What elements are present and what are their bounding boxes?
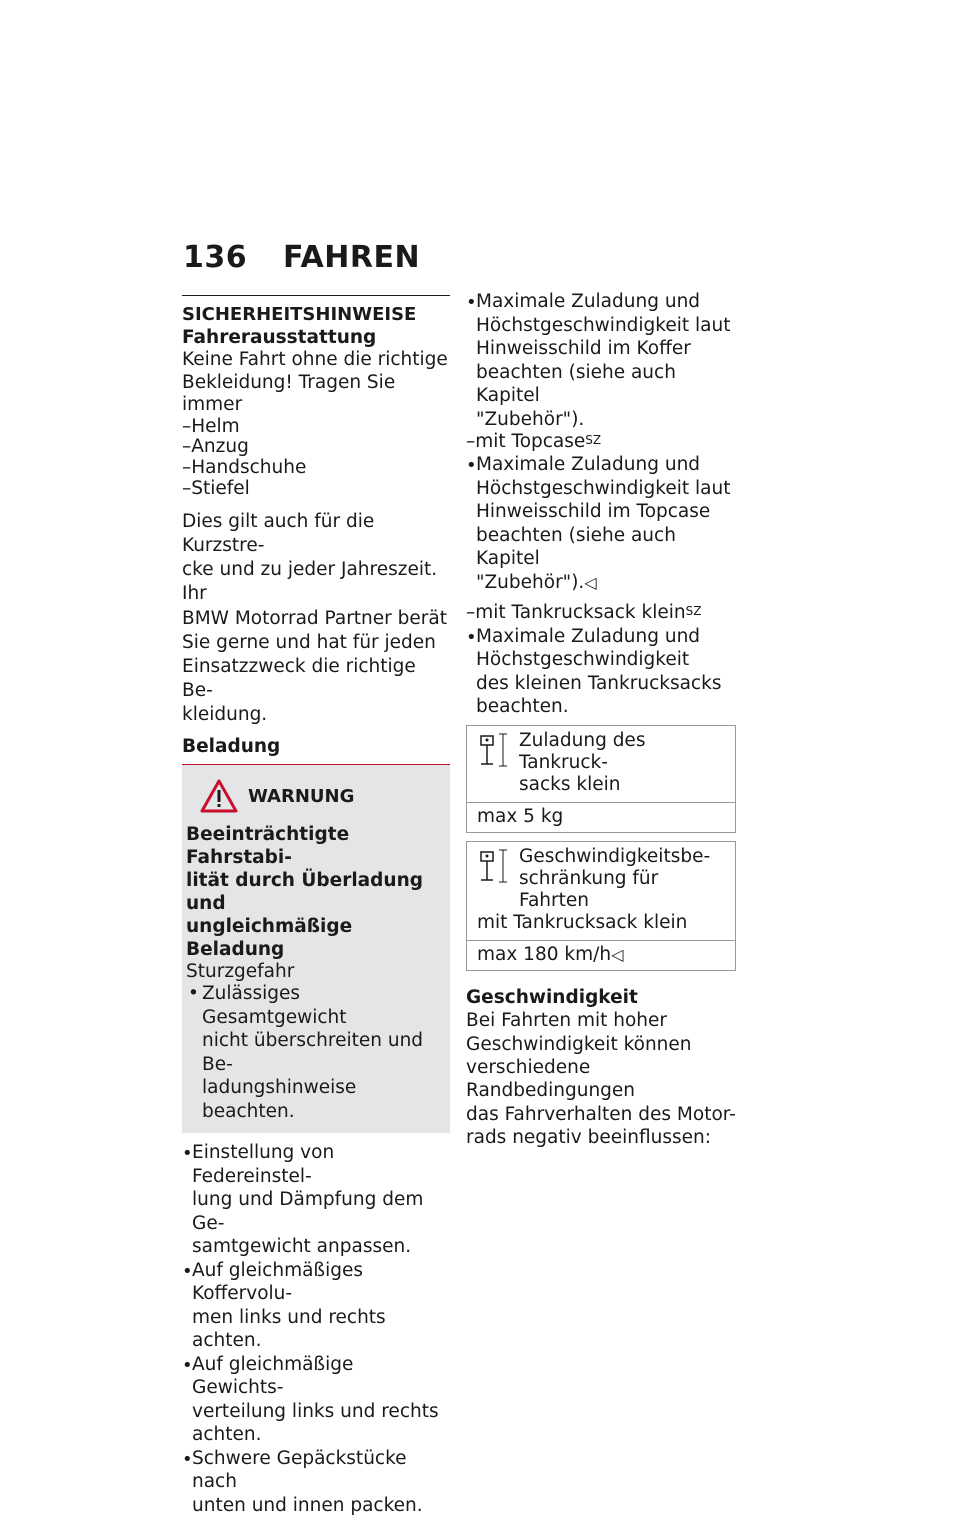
para-line: kleidung. [182,704,268,726]
beladung-heading: Beladung [182,735,281,757]
warning-action [186,982,438,1123]
warning-triangle-icon [200,779,238,813]
list-line: beachten. [476,696,569,718]
warning-cause: lität durch Überladung und [186,870,423,915]
equipment-item: –Anzug [182,436,249,458]
list-line: Höchstgeschwindigkeit laut [476,477,731,499]
spec-value [467,941,735,970]
list-line: Auf gleichmäßige Gewichts- [192,1353,354,1399]
topcase-sup: SZ [585,433,602,447]
spec-ruler-icon [477,846,513,886]
list-line: achten. [192,1424,262,1446]
topcase-label [466,431,741,453]
list-line: Schwere Gepäckstücke nach [192,1447,407,1493]
list-line: verteilung links und rechts [192,1400,439,1422]
equipment-item: –Stiefel [182,478,250,500]
list-line: Maximale Zuladung und [476,291,701,312]
end-mark-icon: ◁ [611,944,624,964]
para-line: BMW Motorrad Partner berät [182,607,447,629]
chapter-title: FAHREN [283,240,421,275]
list-line: Einstellung von Federeinstel- [192,1142,335,1187]
warning-body [186,823,438,1123]
warning-effect: Sturzgefahr [186,961,295,983]
left-column [182,295,450,1517]
page-header [183,240,420,275]
geschwindigkeit-line: rads negativ beeinflussen: [466,1127,711,1149]
section-rule [182,295,450,296]
tankruck-text: –mit Tankrucksack klein [466,602,686,624]
list-line: des kleinen Tankrucksacks [476,672,722,694]
list-line: "Zubehör"). [476,408,585,430]
section-title: SICHERHEITSHINWEISE [182,304,417,325]
para-line: Sie gerne und hat für jeden [182,631,436,653]
list-line [476,571,741,595]
spec-table-speed [466,841,736,971]
list-item [466,290,741,431]
beladung-bullets [182,1141,450,1517]
list-line: samtgewicht anpassen. [192,1236,412,1258]
warning-header [186,779,438,813]
list-item [466,625,741,719]
equipment-item: –Helm [182,415,240,437]
list-line: Hinweisschild im Topcase [476,501,711,523]
right-column [466,290,741,1150]
list-line: lung und Dämpfung dem Ge- [192,1189,424,1234]
warning-action-line: ladungshinweise beachten. [202,1077,357,1122]
spec-value: max 5 kg [477,805,564,827]
list-line: Maximale Zuladung und [476,625,701,647]
end-mark-icon: ◁ [584,572,597,592]
intro-line: Keine Fahrt ohne die richtige [182,349,448,371]
bullet-dot-icon: • [182,1448,193,1470]
list-line: Maximale Zuladung und [476,454,701,476]
list-line: unten und innen packen. [192,1494,423,1516]
spec-label [519,730,729,796]
tankruck-sup: SZ [685,604,702,619]
tankruck-label [466,602,741,624]
spec-label-line: schränkung für Fahrten [519,867,659,911]
geschwindigkeit-line: Bei Fahrten mit hoher [466,1010,667,1032]
geschwindigkeit-line: Geschwindigkeit können [466,1033,692,1055]
spec-label-line: sacks klein [519,773,621,795]
list-line: men links und rechts achten. [192,1306,386,1352]
spec-header [467,842,735,941]
list-line: Höchstgeschwindigkeit [476,649,690,671]
page-number: 136 [183,240,248,275]
para-line: Dies gilt auch für die Kurzstre- [182,510,375,557]
spec-label-line: Geschwindigkeitsbe- [519,845,711,867]
list-item [182,1259,450,1353]
list-line: beachten (siehe auch Kapitel [476,524,676,570]
spec-table-load [466,725,736,833]
list-item [182,1447,450,1517]
spec-label-line: Zuladung des Tankruck- [519,729,646,773]
spec-header [467,726,735,803]
bullet-dot-icon: • [466,626,477,648]
bullet-dot-icon: • [182,1143,193,1165]
bullet-dot-icon: • [466,455,477,477]
geschwindigkeit-line: verschiedene Randbedingungen [466,1057,636,1102]
fahrerausstattung-heading: Fahrerausstattung [182,327,377,348]
spec-ruler-icon [477,730,513,770]
list-line: beachten (siehe auch Kapitel [476,361,676,406]
bullet-dot-icon: • [466,292,477,313]
warning-cause: ungleichmäßige Beladung [186,916,353,961]
list-line: Höchstgeschwindigkeit laut [476,314,731,336]
equipment-item: –Handschuhe [182,457,307,479]
para-line: Einsatzzweck die richtige Be- [182,656,416,702]
list-line-text: "Zubehör"). [476,571,585,593]
spec-label [519,846,729,912]
spec-header-top [477,846,729,912]
list-item [182,1141,450,1259]
spec-value-text: max 180 km/h [477,943,612,965]
geschwindigkeit-heading: Geschwindigkeit [466,986,638,1008]
warning-box [182,764,450,1133]
list-line: Hinweisschild im Koffer [476,338,691,359]
list-item [466,453,741,594]
warning-title: WARNUNG [248,785,355,807]
warning-action-line: nicht überschreiten und Be- [202,1030,424,1075]
warning-action-line: • Zulässiges Gesamtgewicht [202,983,347,1028]
bullet-dot-icon: • [182,1354,193,1376]
intro-line: Bekleidung! Tragen Sie immer [182,371,396,416]
fahrerausstattung-paragraph [182,510,450,728]
spec-label-line: mit Tankrucksack klein [477,911,688,933]
topcase-text: –mit Topcase [466,431,586,452]
bullet-dot-icon: • [182,1260,193,1282]
warning-cause: Beeinträchtigte Fahrstabi- [186,824,350,869]
list-item [182,1353,450,1447]
para-line: cke und zu jeder Jahreszeit. Ihr [182,559,438,605]
list-line: Auf gleichmäßiges Koffervolu- [192,1259,363,1305]
geschwindigkeit-line: das Fahrverhalten des Motor- [466,1103,736,1125]
